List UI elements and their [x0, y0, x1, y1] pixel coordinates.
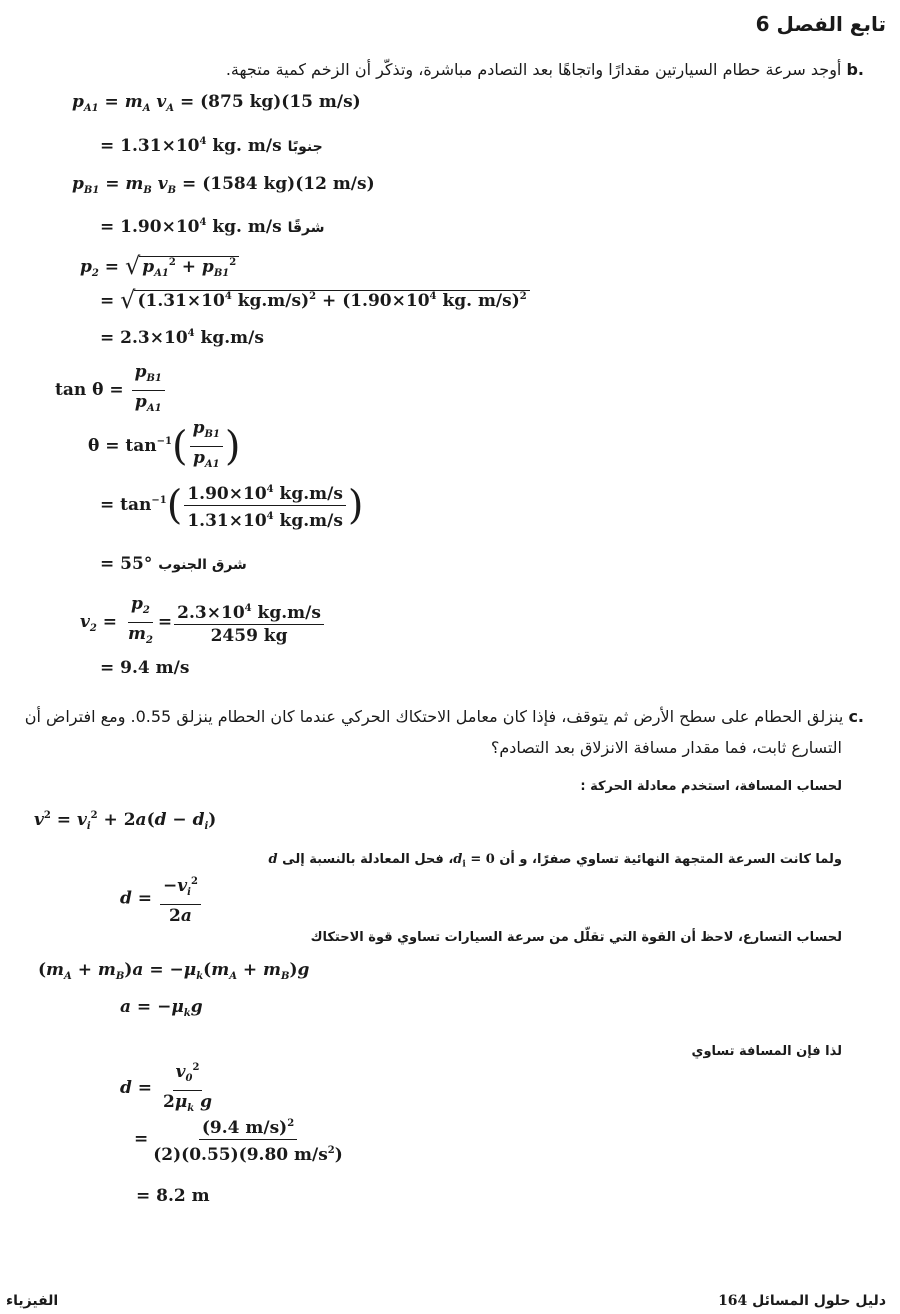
eq-d-values: = $\frac{(9.4 m/s)^2}{(2)(0.55)(9.80 m/s^2)}$ — [134, 1114, 348, 1165]
eq-pB1-value: = $1.90\times 10^4$ kg. m/s شرقًا — [100, 217, 325, 237]
eq-acceleration: $a = -\mu_kg$ — [120, 997, 203, 1019]
page-number: 164 — [718, 1293, 748, 1309]
eq-p2-values: = √ ($1.31\times 10^4$ $kg.m/s)^2 + (1.90\times 10^4$ kg. m/s)$^2$ — [100, 286, 530, 314]
question-b-letter: b. — [846, 60, 864, 79]
eq-friction: $(m_A + m_B)a = -\mu_k(m_A + m_B)g$ — [38, 960, 310, 982]
eq-p2-sqrt: $p_2$ = √ $p_{A1}^2 + p_{B1}^2$ — [80, 252, 239, 280]
instruction-acceleration: لحساب التسارع، لاحظ أن القوة التي تقلّل من سرعة السيارات تساوي قوة الاحتكاك — [310, 930, 842, 945]
question-b-text: أوجد سرعة حطام السيارتين مقدارًا واتجاهًا بعد التصادم مباشرة، وتذكّر أن الزخم كمية متجهة. — [225, 60, 842, 79]
question-c-line2: التسارع ثابت، فما مقدار مسافة الانزلاق بعد التصادم؟ — [490, 738, 842, 757]
direction-south: جنوبًا — [287, 139, 323, 155]
eq-d-friction: d = $\frac{v_0^2}{2\mu_k g}$ — [120, 1058, 217, 1119]
eq-d-result: = 8.2 m — [136, 1186, 210, 1206]
eq-pB1: $p_{B1} = m_B$ $v_B = (1584$ kg)(12 m/s) — [72, 174, 375, 196]
eq-theta-inverse: $\theta = \tan^{-1}$( $\frac{p_{B1}}{p_{A1}}$ ) — [88, 418, 241, 470]
eq-theta-result: = 55° شرق الجنوب — [100, 554, 247, 574]
question-c-line1: c. ينزلق الحطام على سطح الأرض ثم يتوقف، فإذا كان معامل الاحتكاك الحركي عندما كان الحطام ينزلق 0.55. ومع افتراض أن — [24, 707, 864, 726]
footer-guide — [718, 1293, 886, 1309]
footer-guide-title: دليل حلول المسائل — [752, 1293, 886, 1309]
eq-v2: $v_2$ = $\frac{p_2}{m_2}$ = $\frac{2.3\times 10^4 kg.m/s}{2459 kg}$ — [80, 594, 326, 651]
direction-east: شرقًا — [287, 220, 325, 236]
eq-d-formula: d = $\frac{-v_i^2}{2a}$ — [120, 872, 203, 926]
eq-v2-result: = 9.4 m/s — [100, 658, 190, 678]
eq-pA1-value: = $1.31\times 10^4$ kg. m/s جنوبًا — [100, 136, 323, 156]
direction-east-of-south: شرق الجنوب — [158, 557, 247, 573]
instruction-distance: لحساب المسافة، استخدم معادلة الحركة : — [580, 779, 842, 794]
eq-motion: $v^2 = v_i^2 + 2a(d - d_i)$ — [34, 810, 217, 832]
eq-tan-theta: tan θ = $\frac{p_{B1}}{p_{A1}}$ — [55, 362, 167, 419]
instruction-therefore: لذا فإن المسافة تساوي — [691, 1044, 842, 1059]
eq-theta-values: = $\tan^{-1}$( $\frac{1.90\times 10^4 kg.m/s}{1.31\times 10^4 kg.m/s}$ ) — [100, 480, 364, 531]
instruction-solve: ولما كانت السرعة المتجهة النهائية تساوي صفرًا، و أن $d_i$ = 0، فحل المعادلة بالنسبة إلى d — [268, 852, 842, 870]
eq-pA1: $p_{A1} = m_A$ $v_A = (875$ kg)(15 m/s) — [72, 92, 361, 114]
question-c-letter: c. — [848, 707, 864, 726]
chapter-title: تابع الفصل 6 — [755, 12, 886, 36]
footer-subject: الفيزياء — [6, 1293, 59, 1309]
eq-p2-result: = $2.3\times 10^4$ kg.m/s — [100, 328, 264, 348]
question-b — [226, 60, 864, 79]
